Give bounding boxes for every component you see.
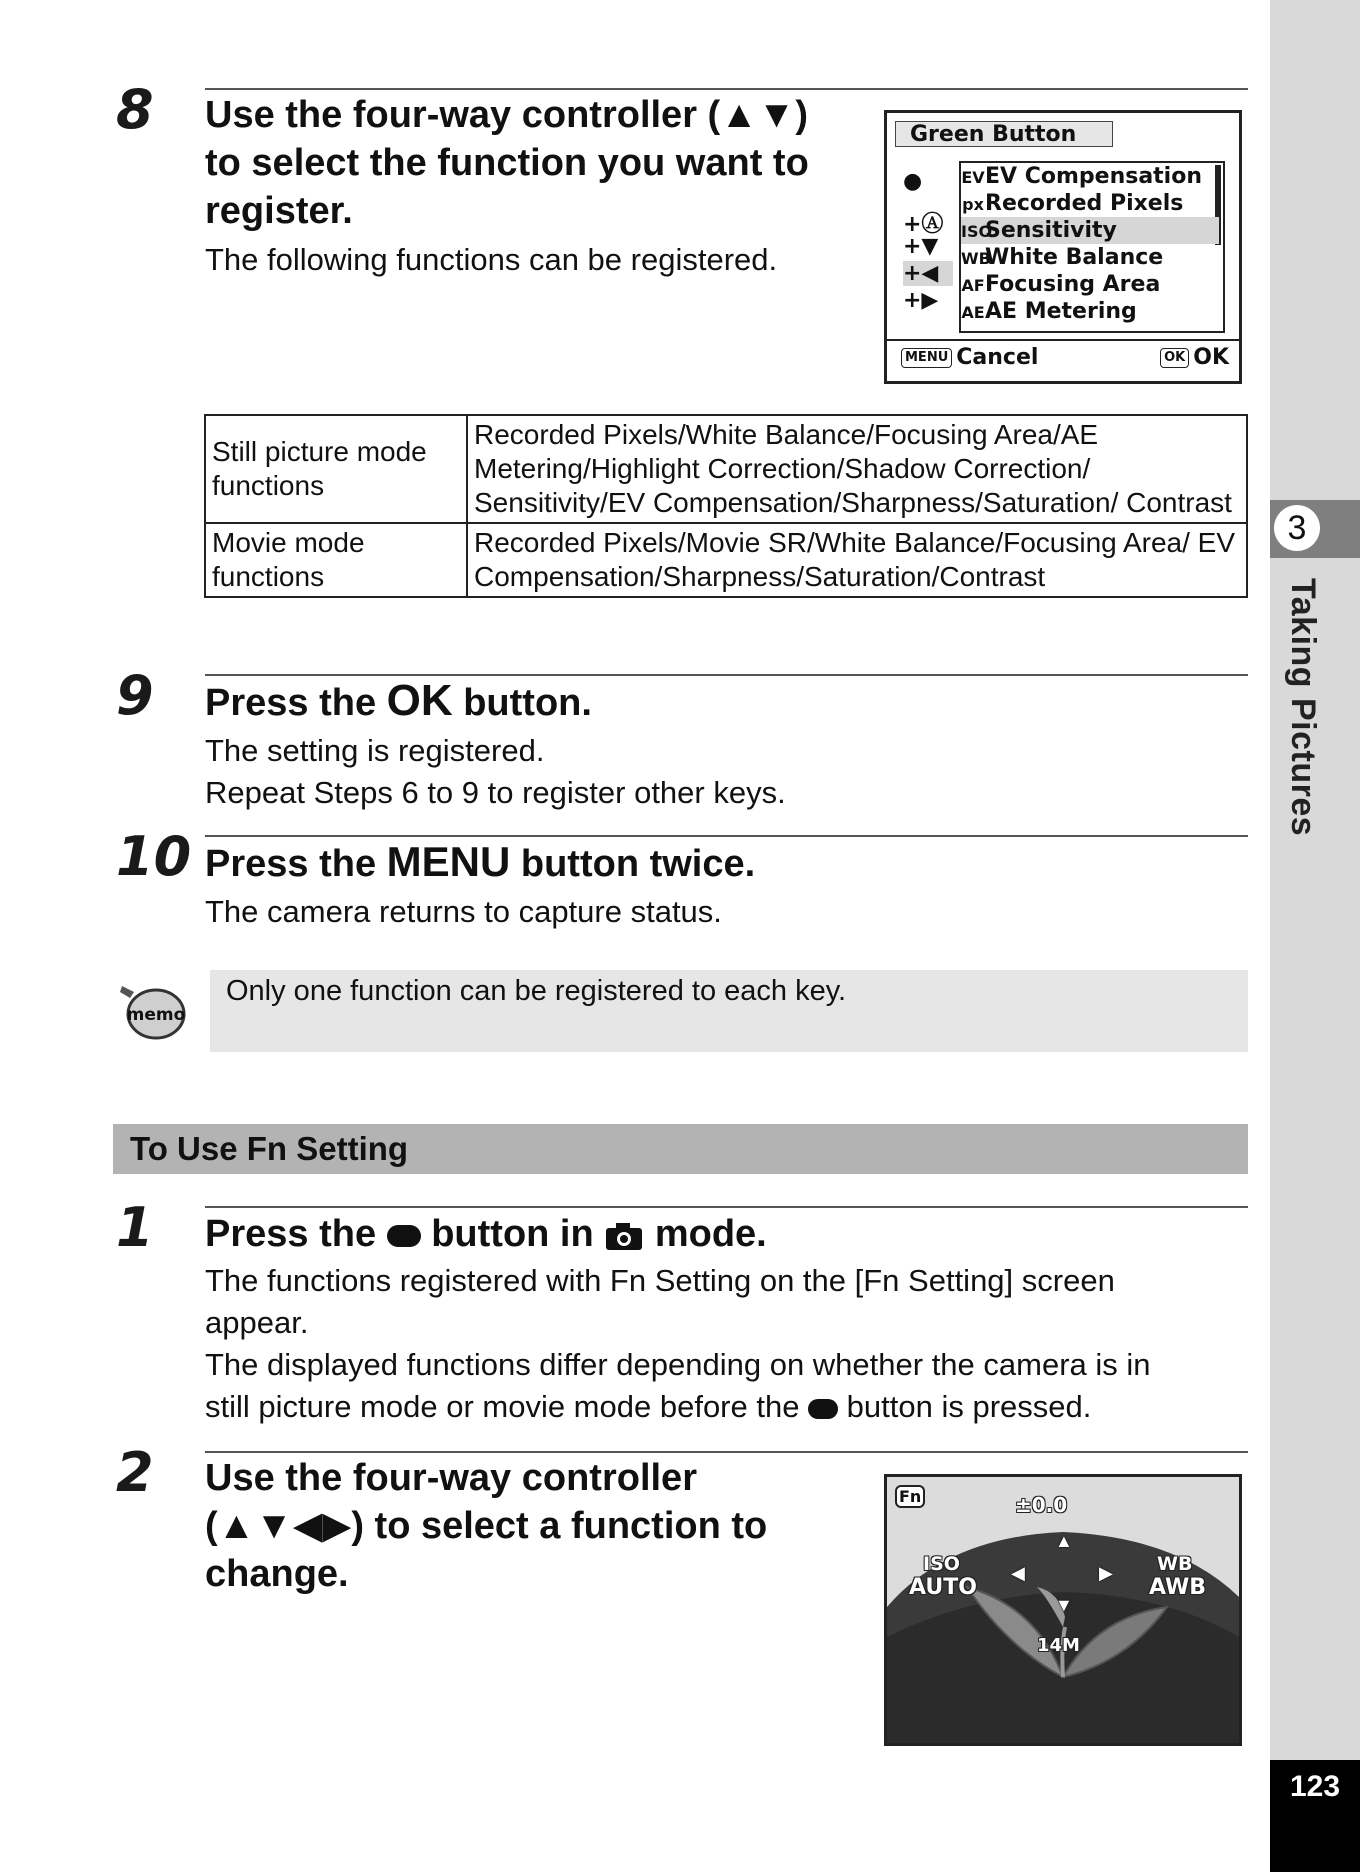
wb-value: AWB <box>1149 1575 1207 1600</box>
arrow-left-icon: ◀ <box>1011 1563 1025 1583</box>
step-10-title <box>205 838 755 888</box>
menu-key-icon: MENU <box>901 348 952 368</box>
iso-value: AUTO <box>909 1575 977 1600</box>
green-button-icon <box>808 1399 838 1419</box>
table-row <box>205 415 1247 523</box>
list-item[interactable] <box>961 298 1219 325</box>
step-number: 9 <box>116 664 154 727</box>
step-10-body: The camera returns to capture status. <box>205 894 722 929</box>
step-title-line: Use the four-way controller (▲▼) <box>205 94 809 136</box>
functions-table <box>204 414 1248 598</box>
step-number: 2 <box>116 1441 154 1504</box>
chapter-side-strip <box>1270 0 1360 1872</box>
table-cell-mode: Movie mode functions <box>205 523 467 597</box>
list-item-selected[interactable] <box>961 217 1219 244</box>
step-rule <box>205 674 1248 676</box>
title-text: Press the <box>205 682 387 724</box>
af-icon: AF <box>961 276 985 295</box>
title-text: button. <box>452 682 592 724</box>
step-rule <box>205 88 1248 90</box>
iso-icon: ISO <box>961 222 993 241</box>
body-text: button is pressed. <box>838 1389 1092 1424</box>
body-text: still picture mode or movie mode before the <box>205 1389 809 1424</box>
ae-icon: AE <box>961 303 985 322</box>
ev-value: ±0.0 <box>1015 1493 1068 1517</box>
list-item-label: White Balance <box>985 245 1164 270</box>
step-number: 1 <box>116 1196 154 1259</box>
body-line: The functions registered with Fn Setting on the [Fn Setting] screen <box>205 1263 1115 1298</box>
list-item[interactable] <box>961 163 1219 190</box>
body-line: The setting is registered. <box>205 733 545 768</box>
memo-text: Only one function can be registered to each key. <box>226 975 847 1007</box>
step-fn-1-title <box>205 1210 767 1258</box>
cancel-label: Cancel <box>956 345 1039 370</box>
arrow-right-icon: ▶ <box>1099 1563 1113 1583</box>
ev-icon: EV <box>961 168 985 187</box>
table-row <box>205 523 1247 597</box>
key-right-icon: +▶ <box>903 288 939 313</box>
green-button-icon <box>387 1225 421 1247</box>
fn-icon: Fn <box>895 1485 925 1508</box>
step-8-body: The following functions can be registered. <box>205 242 778 277</box>
step-title-line: register. <box>205 190 353 232</box>
memo-icon-label: memo <box>126 1005 186 1025</box>
list-item[interactable] <box>961 244 1219 271</box>
recorded-pixels-value: 14M <box>1037 1635 1080 1656</box>
camera-icon <box>604 1220 644 1252</box>
key-up-icon: +Ⓐ <box>903 212 944 237</box>
arrow-down-icon: ▼ <box>1055 1595 1073 1615</box>
list-item[interactable] <box>961 190 1219 217</box>
body-line <box>205 1386 1245 1428</box>
list-item-label: Recorded Pixels <box>985 191 1184 216</box>
list-item-label: Sensitivity <box>985 218 1117 243</box>
step-rule <box>205 835 1248 837</box>
page-number: 123 <box>1289 1770 1341 1803</box>
key-left-icon: +◀ <box>903 261 953 286</box>
arrow-up-icon: ▲ <box>1055 1531 1073 1551</box>
step-title-line: to select the function you want to <box>205 142 809 184</box>
function-list <box>959 161 1225 333</box>
step-8-title <box>205 91 865 235</box>
list-item-label: Focusing Area <box>985 272 1161 297</box>
chapter-number: 3 <box>1274 505 1320 551</box>
body-line: appear. <box>205 1305 309 1340</box>
step-rule <box>205 1206 1248 1208</box>
section-title: To Use Fn Setting <box>130 1130 409 1167</box>
list-item[interactable] <box>961 271 1219 298</box>
wb-label: WB <box>1157 1553 1193 1575</box>
footer-divider <box>887 339 1239 341</box>
step-number: 10 <box>116 825 192 888</box>
ok-key-icon: OK <box>1160 348 1189 368</box>
memo-icon <box>116 980 186 1040</box>
recorded-pixels-icon: px <box>962 195 984 214</box>
step-number: 8 <box>116 78 154 141</box>
title-text: button in <box>420 1213 605 1255</box>
step-title-line: (▲▼◀▶) to select a function to <box>205 1505 768 1547</box>
list-item-label: EV Compensation <box>985 164 1203 189</box>
body-line: Repeat Steps 6 to 9 to register other keys. <box>205 775 786 810</box>
title-text: mode. <box>644 1213 767 1255</box>
list-item-label: AE Metering <box>985 299 1137 324</box>
ok-key-label: OK <box>386 676 453 725</box>
cancel-button[interactable] <box>901 345 1038 370</box>
step-fn-2-title <box>205 1454 865 1598</box>
table-cell-mode: Still picture mode functions <box>205 415 467 523</box>
body-line: The displayed functions differ depending on whether the camera is in <box>205 1347 1151 1382</box>
ok-label: OK <box>1193 345 1229 370</box>
menu-key-label: MENU <box>386 838 511 885</box>
table-cell-functions: Recorded Pixels/White Balance/Focusing Area/AE Metering/Highlight Correction/Shadow Correction/ Sensitivity/EV Compensation/Sharpness/Saturation/ Contrast <box>467 415 1247 523</box>
step-title-line: change. <box>205 1553 349 1595</box>
camera-screen-green-button <box>884 110 1242 384</box>
title-text: Press the <box>205 1213 387 1255</box>
step-title-line: Use the four-way controller <box>205 1457 697 1499</box>
step-fn-1-body <box>205 1260 1245 1428</box>
key-down-icon: +▼ <box>903 234 939 259</box>
step-rule <box>205 1451 1248 1453</box>
title-text: button twice. <box>510 843 756 885</box>
title-text: Press the <box>205 843 387 885</box>
table-cell-functions: Recorded Pixels/Movie SR/White Balance/Focusing Area/ EV Compensation/Sharpness/Saturation/Contrast <box>467 523 1247 597</box>
screen-header: Green Button <box>895 121 1113 147</box>
step-9-title <box>205 677 592 727</box>
camera-screen-fn-setting <box>884 1474 1242 1746</box>
ok-button[interactable] <box>1160 345 1229 370</box>
chapter-title: Taking Pictures <box>1284 578 1322 837</box>
step-9-body <box>205 730 786 814</box>
iso-label: ISO <box>923 1553 960 1575</box>
key-green-icon: ● <box>903 169 923 194</box>
wb-icon: WB <box>961 249 991 268</box>
